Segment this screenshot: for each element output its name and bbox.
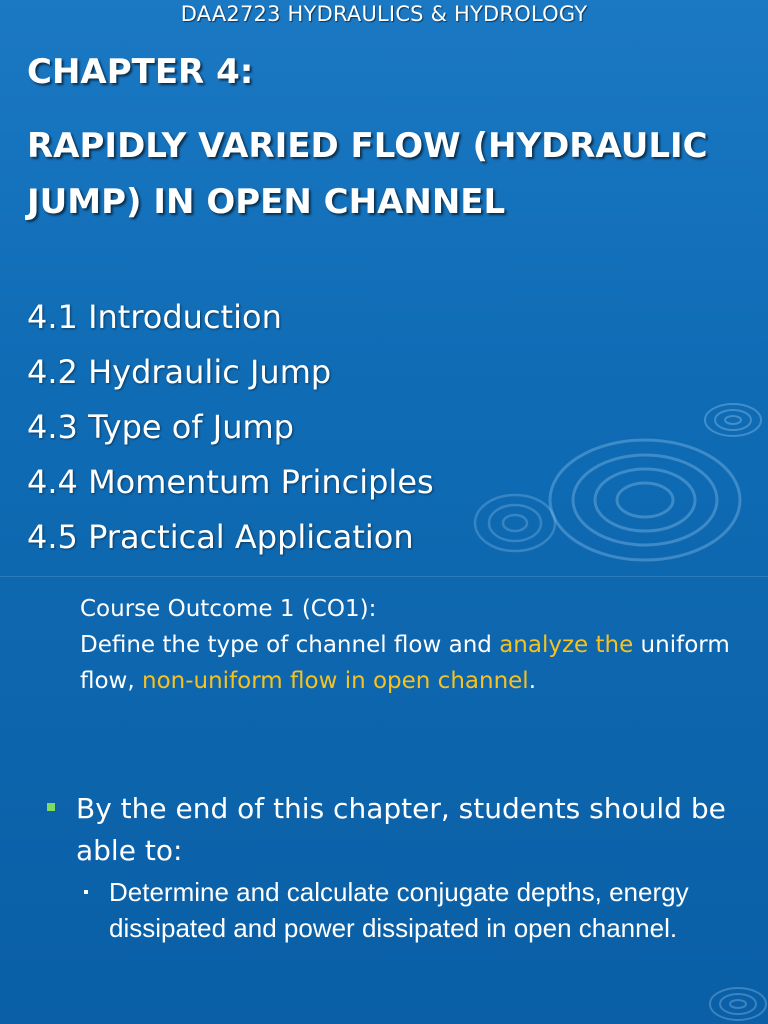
course-outcome-heading: Course Outcome 1 (CO1): [80,596,377,622]
course-outcome-highlight: analyze the [499,632,634,658]
toc-item-practical-application: 4.5 Practical Application [27,518,414,556]
table-of-contents [27,290,434,565]
dot-bullet-icon [84,890,88,894]
toc-item-type-of-jump: 4.3 Type of Jump [27,408,294,446]
course-outcome-highlight: non-uniform flow in open channel [142,668,529,694]
course-outcome-text [80,627,740,699]
course-outcome-text-part: Define the type of channel flow and [80,632,500,658]
toc-item-introduction: 4.1 Introduction [27,298,282,336]
section-divider [0,576,768,577]
chapter-label: CHAPTER 4: [27,52,254,92]
objective-sub-bullet [84,874,704,946]
toc-item-momentum-principles: 4.4 Momentum Principles [27,463,434,501]
course-outcome-text-part: uniform flow, [80,632,730,694]
course-title: DAA2723 HYDRAULICS & HYDROLOGY [180,2,588,26]
objective-main-text: By the end of this chapter, students should be able to: [76,792,726,867]
toc-item-hydraulic-jump: 4.2 Hydraulic Jump [27,353,332,391]
square-bullet-icon [47,803,55,811]
course-outcome-text-part: . [528,668,536,694]
objective-sub-text: Determine and calculate conjugate depths, energy dissipated and power dissipated in open channel. [109,877,689,943]
course-outcome [80,591,740,699]
objective-main-bullet [47,788,737,872]
chapter-title: RAPIDLY VARIED FLOW (HYDRAULIC JUMP) IN OPEN CHANNEL [27,126,708,222]
